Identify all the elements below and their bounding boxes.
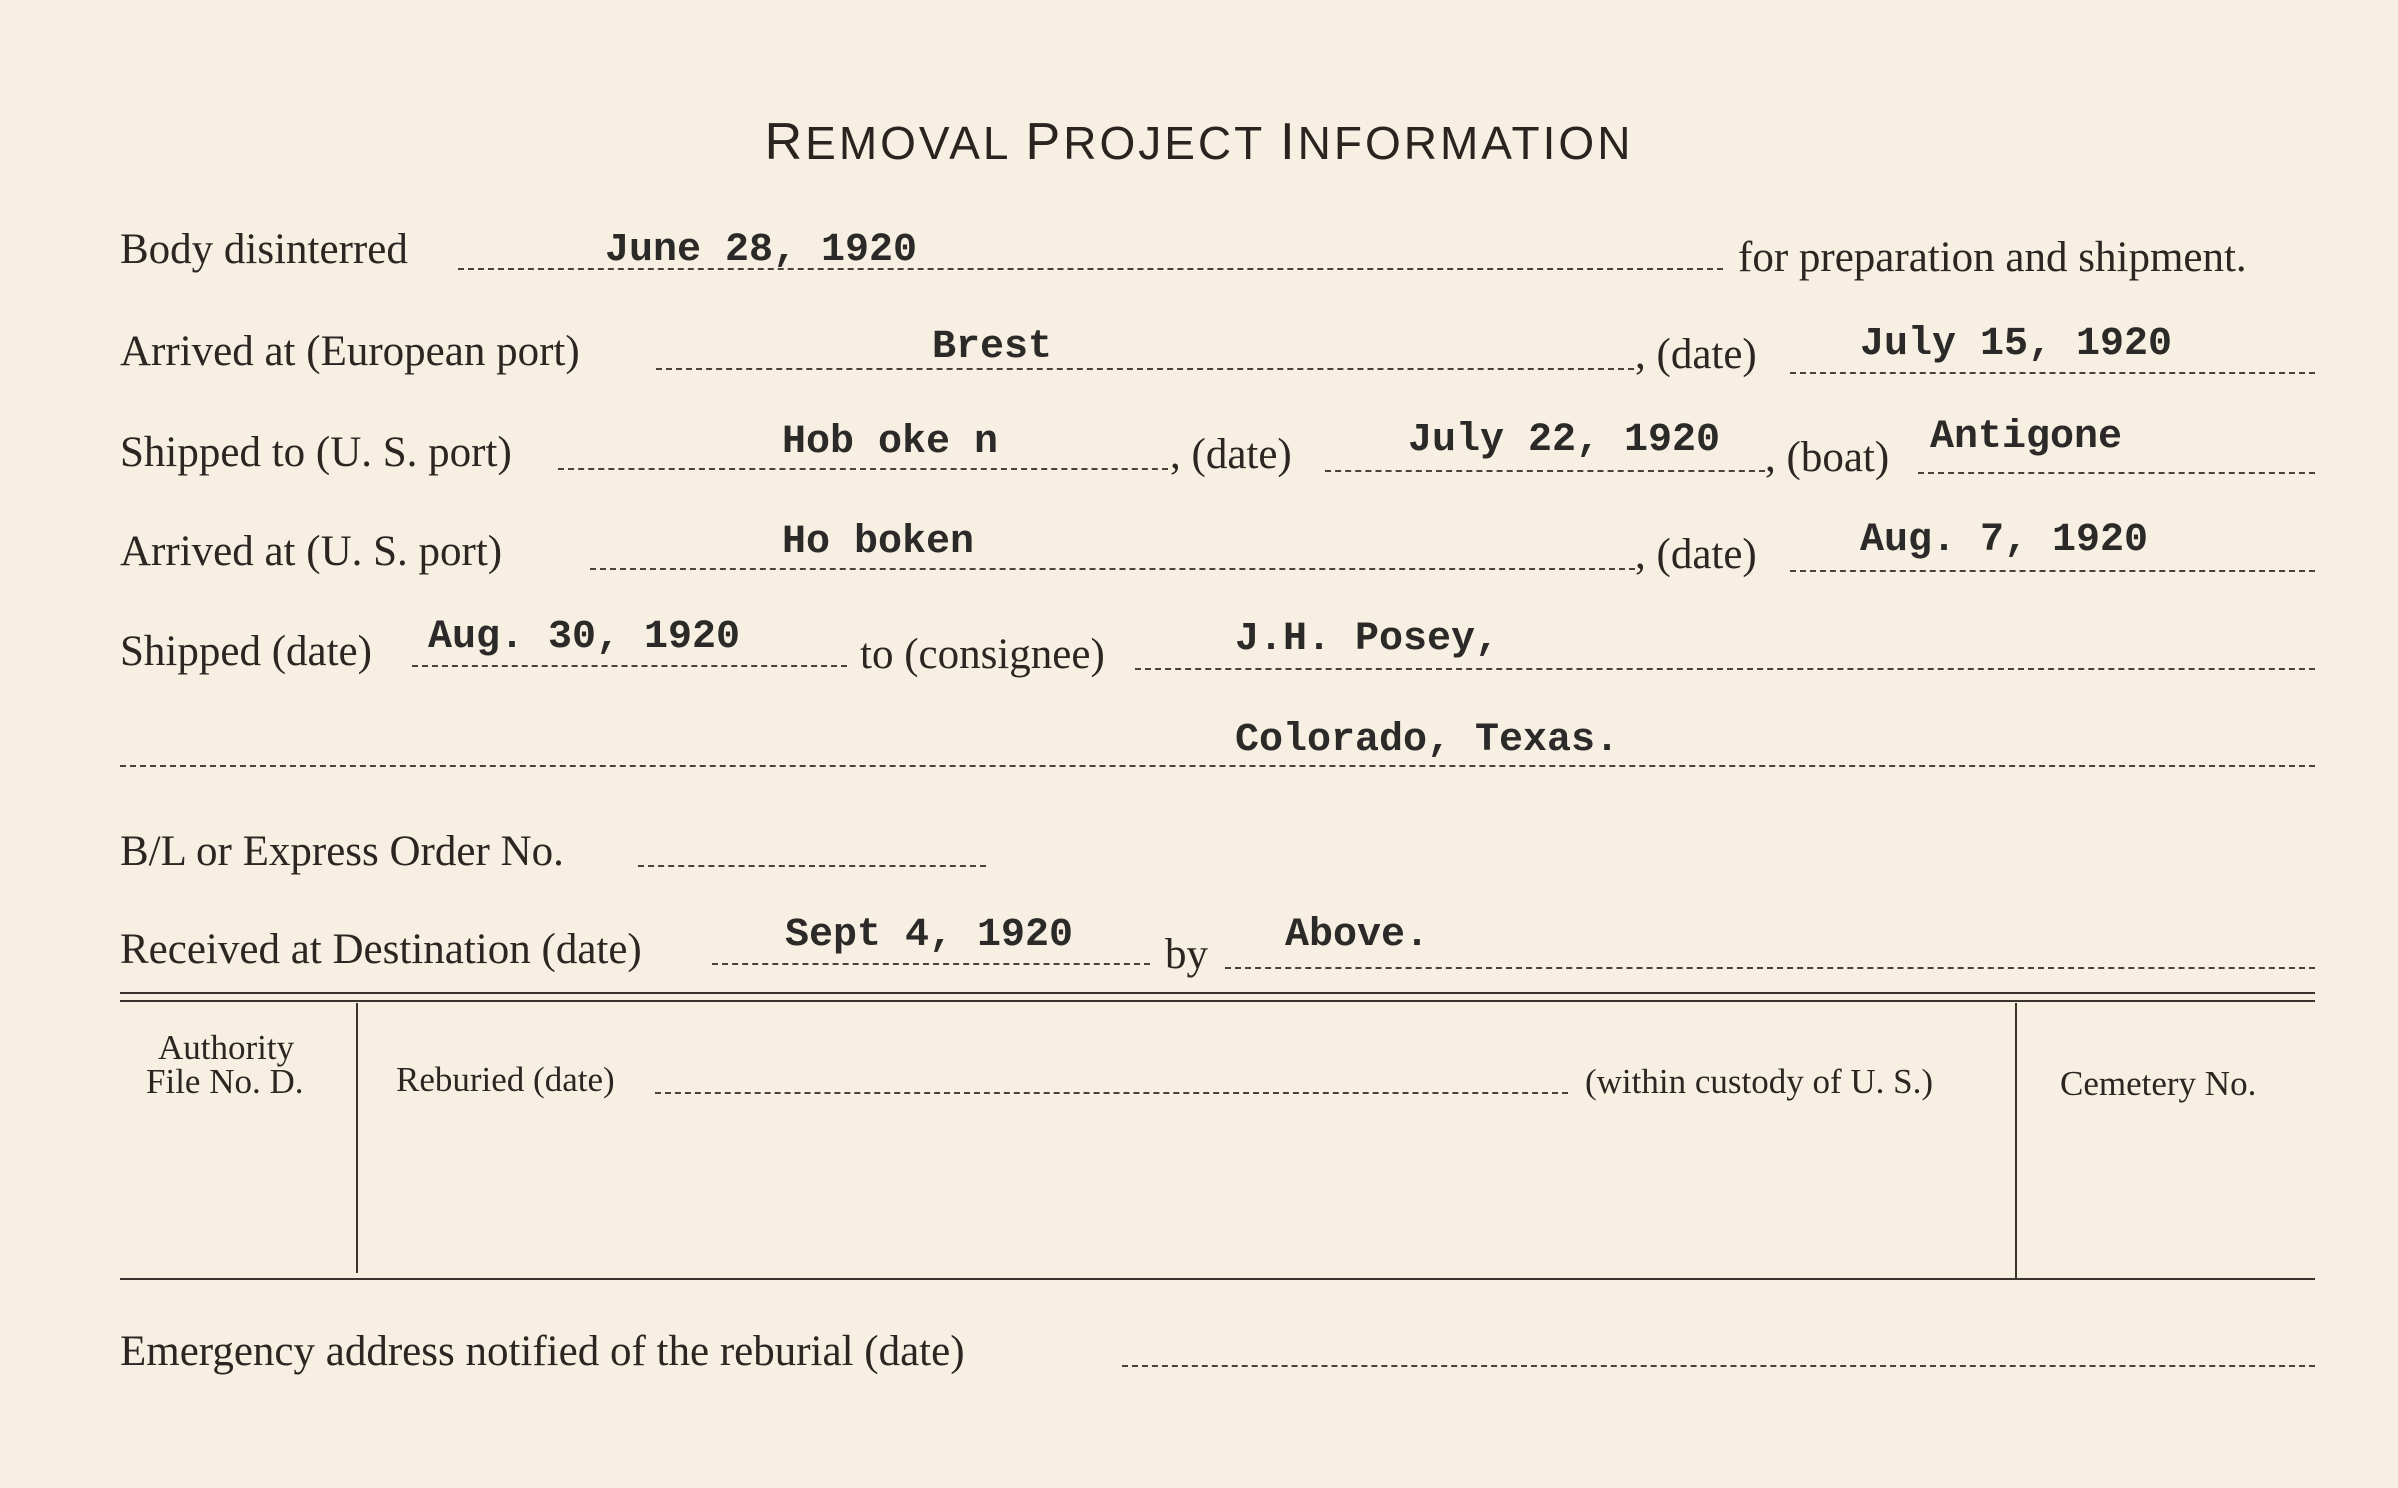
received-by-label: by	[1165, 931, 1208, 978]
table-divider-left	[356, 1003, 358, 1273]
title-initial-p: P	[1025, 113, 1064, 171]
received-by-value: Above.	[1285, 913, 1430, 958]
authority-label-line1: Authority	[158, 1028, 295, 1067]
title-initial-r: R	[764, 113, 806, 171]
table-top-rule-2	[120, 1000, 2315, 1002]
arrived-us-date: Aug. 7, 1920	[1860, 518, 2149, 563]
arrived-us-line	[590, 568, 1635, 570]
consignee-line	[1135, 668, 2315, 670]
title-word-project: ROJECT	[1063, 117, 1281, 169]
arrived-us-date-line	[1790, 570, 2315, 572]
title-word-information: NFORMATION	[1297, 117, 1634, 169]
shipped-date-value: Aug. 30, 1920	[428, 615, 741, 660]
received-by-line	[1225, 967, 2315, 969]
shipped-us-boat-label: , (boat)	[1765, 434, 1890, 481]
shipped-date-line	[412, 665, 847, 667]
authority-label-line2: File No. D.	[146, 1062, 304, 1101]
emergency-line	[1122, 1365, 2315, 1367]
reburied-line	[655, 1092, 1568, 1094]
arrived-us-label: Arrived at (U. S. port)	[120, 528, 503, 575]
arrived-european-date: July 15, 1920	[1860, 322, 2173, 367]
body-disinterred-value: June 28, 1920	[605, 228, 918, 273]
body-disinterred-label: Body disinterred	[120, 226, 408, 273]
shipped-us-date-label: , (date)	[1170, 431, 1292, 478]
arrived-european-date-line	[1790, 372, 2315, 374]
received-date-line	[712, 963, 1150, 965]
consignee-address: Colorado, Texas.	[1235, 718, 1620, 763]
custody-label: (within custody of U. S.)	[1585, 1062, 1934, 1101]
arrived-us-date-label: , (date)	[1635, 531, 1757, 578]
consignee-value: J.H. Posey,	[1235, 617, 1500, 662]
shipped-us-date: July 22, 1920	[1408, 418, 1721, 463]
bl-order-label: B/L or Express Order No.	[120, 828, 564, 875]
arrived-european-line	[656, 368, 1634, 370]
body-disinterred-suffix: for preparation and shipment.	[1738, 234, 2247, 281]
shipped-us-label: Shipped to (U. S. port)	[120, 429, 512, 476]
table-top-rule-1	[120, 992, 2315, 994]
page-title	[0, 112, 2398, 172]
table-divider-right	[2015, 1003, 2017, 1278]
shipped-us-value: Hob oke n	[782, 420, 999, 465]
arrived-european-label: Arrived at (European port)	[120, 328, 580, 375]
table-bottom-rule	[120, 1278, 2315, 1280]
shipped-us-date-line	[1325, 470, 1765, 472]
received-label: Received at Destination (date)	[120, 926, 642, 973]
shipped-us-boat-line	[1918, 472, 2315, 474]
shipped-us-line	[558, 468, 1168, 470]
title-initial-i: I	[1280, 113, 1298, 171]
shipped-us-boat: Antigone	[1930, 415, 2123, 460]
bl-order-line	[638, 865, 986, 867]
cemetery-label: Cemetery No.	[2060, 1064, 2257, 1103]
arrived-us-value: Ho boken	[782, 520, 975, 565]
arrived-european-date-label: , (date)	[1635, 331, 1757, 378]
shipped-date-label: Shipped (date)	[120, 628, 372, 675]
received-date: Sept 4, 1920	[785, 913, 1074, 958]
consignee-line-2	[120, 765, 2315, 767]
arrived-european-value: Brest	[932, 325, 1053, 370]
reburied-label: Reburied (date)	[396, 1060, 615, 1099]
emergency-label: Emergency address notified of the reburial (date)	[120, 1328, 965, 1375]
consignee-label: to (consignee)	[860, 631, 1105, 678]
title-word-removal: EMOVAL	[805, 117, 1026, 169]
